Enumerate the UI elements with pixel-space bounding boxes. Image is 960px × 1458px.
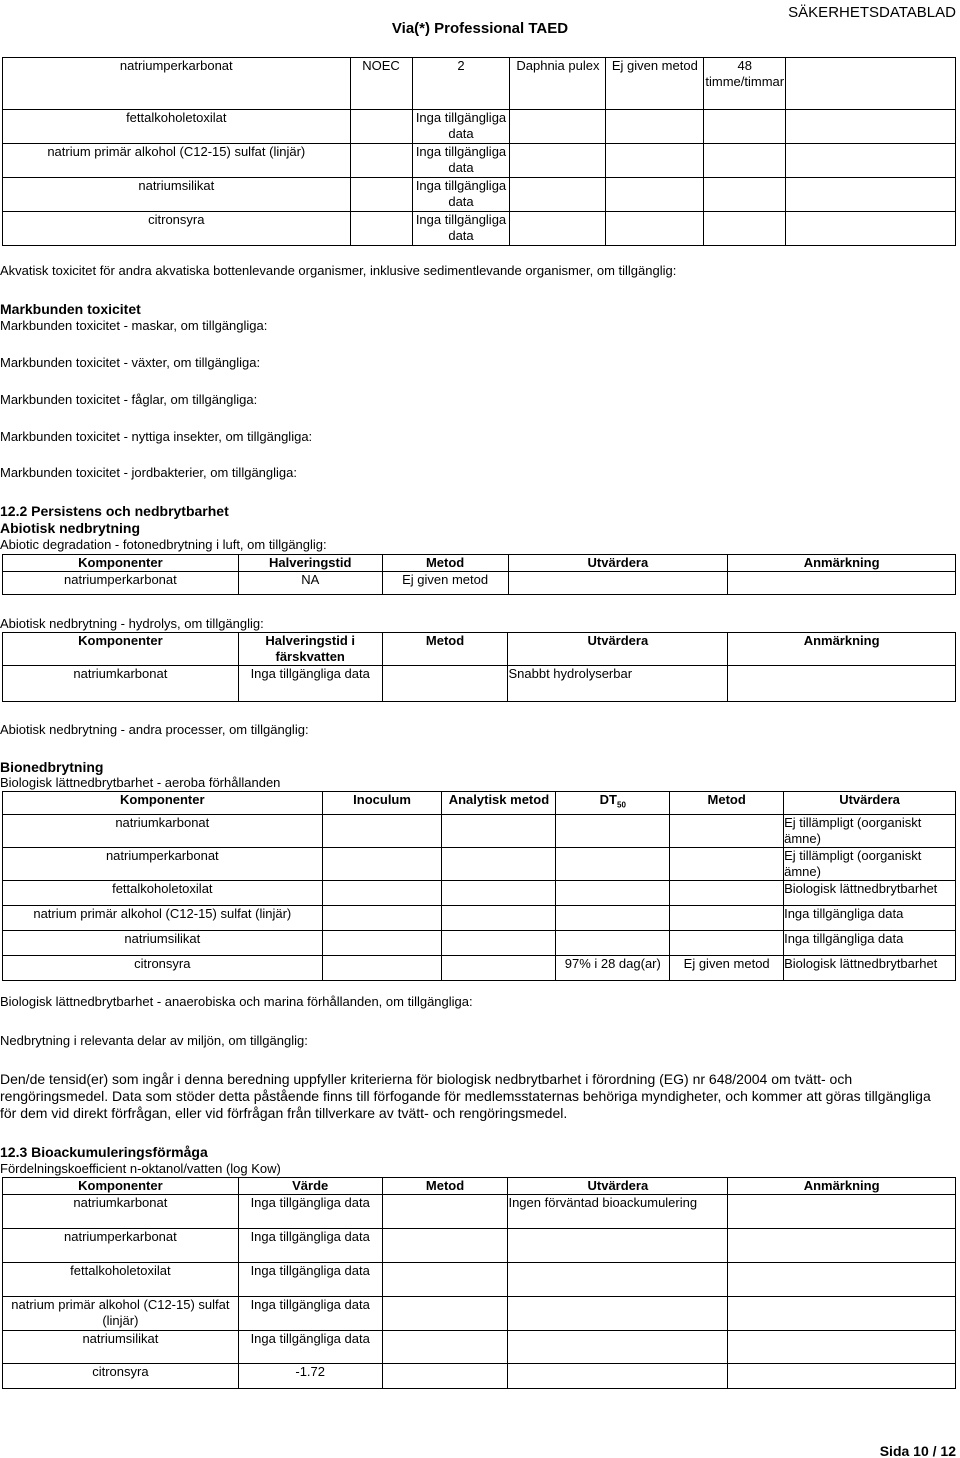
table-row: natriumkarbonat Ej tillämpligt (oorganiskt ämne) [3,814,956,847]
biodegradation-table [2,791,956,981]
col-header: Metod [382,555,508,572]
table-row [3,212,956,246]
tox-component: citronsyra [3,212,351,246]
col-header: Komponenter [3,555,239,572]
table-row [3,110,956,144]
col-header: $DT_{50}$ [556,792,670,815]
col-header: Utvärdera [508,1178,728,1195]
terrestrial-line: Markbunden toxicitet - växter, om tillgängliga: [0,355,261,370]
tox-component: natrium primär alkohol (C12-15) sulfat (linjär) [3,144,351,178]
tox-component: fettalkoholetoxilat [3,110,351,144]
bioaccumulation-table [2,1177,956,1389]
col-header: Anmärkning [728,633,956,666]
surfactant-paragraph: Den/de tensid(er) som ingår i denna beredning uppfyller kriterierna för biologisk nedbrytbarhet i förordning (EG) nr 648/2004 om tvätt- och rengöringsmedel. Data som stöder detta påstående finns till förfogande för medlemsstaternas behöriga myndigheter, och kommer att göras tillgängliga för dem vid direkt förfrågan, eller vid förfrågan från tillverkare av tvätt- och rengöringsmedel. [0,1071,931,1121]
table-row: natriumsilikat Inga tillgängliga data [3,1331,956,1364]
table-row: natriumperkarbonat NA Ej given metod [3,572,956,595]
col-header: Inoculum [322,792,442,815]
terrestrial-line: Markbunden toxicitet - jordbakterier, om tillgängliga: [0,465,297,480]
col-header: Analytisk metod [442,792,556,815]
table-row: natriumsilikat Inga tillgängliga data [3,930,956,955]
anaerobic-label: Biologisk lättnedbrytbarhet - anaerobiska och marina förhållanden, om tillgängliga: [0,994,473,1009]
table-row: fettalkoholetoxilat Inga tillgängliga data [3,1263,956,1297]
col-header: Utvärdera [508,555,728,572]
tox-exposure: 48 timme/timmar [704,58,786,110]
table-row [3,144,956,178]
col-header: Anmärkning [728,555,956,572]
table-row: citronsyra -1.72 [3,1364,956,1389]
col-header: Komponenter [3,633,239,666]
col-header: Metod [382,633,508,666]
tox-component: natriumperkarbonat [3,58,351,110]
toxicity-table [2,57,956,246]
biodegradation-heading: Bionedbrytning [0,759,104,775]
table-row: natriumperkarbonat Ej tillämpligt (oorganiskt ämne) [3,847,956,880]
table-row: fettalkoholetoxilat Biologisk lättnedbrytbarhet [3,880,956,905]
tox-value: Inga tillgängliga data [412,212,510,246]
col-header: Utvärdera [784,792,956,815]
tox-value: 2 [412,58,510,110]
col-header: Utvärdera [508,633,728,666]
table-row [3,58,956,110]
terrestrial-heading: Markbunden toxicitet [0,301,141,317]
col-header: Metod [670,792,784,815]
photodegradation-label: Abiotic degradation - fotonedbrytning i luft, om tillgänglig: [0,537,327,552]
col-header: Halveringstid [238,555,382,572]
page-number: Sida 10 / 12 [879,1443,956,1458]
table-row: citronsyra 97% i 28 dag(ar) Ej given metod Biologisk lättnedbrytbarhet [3,955,956,980]
table-row: natriumperkarbonat Inga tillgängliga data [3,1229,956,1263]
other-processes-label: Abiotisk nedbrytning - andra processer, om tillgänglig: [0,722,309,737]
table-row: natriumkarbonat Inga tillgängliga data Snabbt hydrolyserbar [3,666,956,702]
tox-value: Inga tillgängliga data [412,110,510,144]
col-header: Komponenter [3,792,323,815]
terrestrial-line: Markbunden toxicitet - fåglar, om tillgängliga: [0,392,258,407]
tox-species: Daphnia pulex [510,58,606,110]
terrestrial-line: Markbunden toxicitet - maskar, om tillgängliga: [0,318,268,333]
col-header: Värde [238,1178,382,1195]
environment-label: Nedbrytning i relevanta delar av miljön, om tillgänglig: [0,1033,308,1048]
document-title: Via(*) Professional TAED [391,20,569,37]
col-header: Metod [382,1178,508,1195]
tox-endpoint: NOEC [350,58,412,110]
tox-component: natriumsilikat [3,178,351,212]
aquatic-toxicity-text: Akvatisk toxicitet för andra akvatiska bottenlevande organismer, inklusive sedimentlevande organismer, om tillgänglig: [0,263,677,278]
col-header: Komponenter [3,1178,239,1195]
tox-method: Ej given metod [606,58,704,110]
photodegradation-table [2,554,956,595]
abiotic-heading: Abiotisk nedbrytning [0,520,140,536]
log-kow-label: Fördelningskoefficient n-oktanol/vatten (log Kow) [0,1161,281,1176]
tox-value: Inga tillgängliga data [412,144,510,178]
document-type-label: SÄKERHETSDATABLAD [788,4,956,21]
col-header: Anmärkning [728,1178,956,1195]
table-row [3,178,956,212]
hydrolysis-label: Abiotisk nedbrytning - hydrolys, om tillgänglig: [0,616,264,631]
table-row: natrium primär alkohol (C12-15) sulfat (linjär) Inga tillgängliga data [3,905,956,930]
hydrolysis-table [2,632,956,702]
tox-value: Inga tillgängliga data [412,178,510,212]
aerobic-label: Biologisk lättnedbrytbarhet - aeroba förhållanden [0,775,281,790]
persistence-heading: 12.2 Persistens och nedbrytbarhet [0,503,229,519]
table-row: natrium primär alkohol (C12-15) sulfat (linjär) Inga tillgängliga data [3,1297,956,1331]
bioaccumulation-heading: 12.3 Bioackumuleringsförmåga [0,1144,208,1160]
col-header: Halveringstid i färskvatten [238,633,382,666]
terrestrial-line: Markbunden toxicitet - nyttiga insekter, om tillgängliga: [0,429,313,444]
table-row: natriumkarbonat Inga tillgängliga data Ingen förväntad bioackumulering [3,1195,956,1229]
